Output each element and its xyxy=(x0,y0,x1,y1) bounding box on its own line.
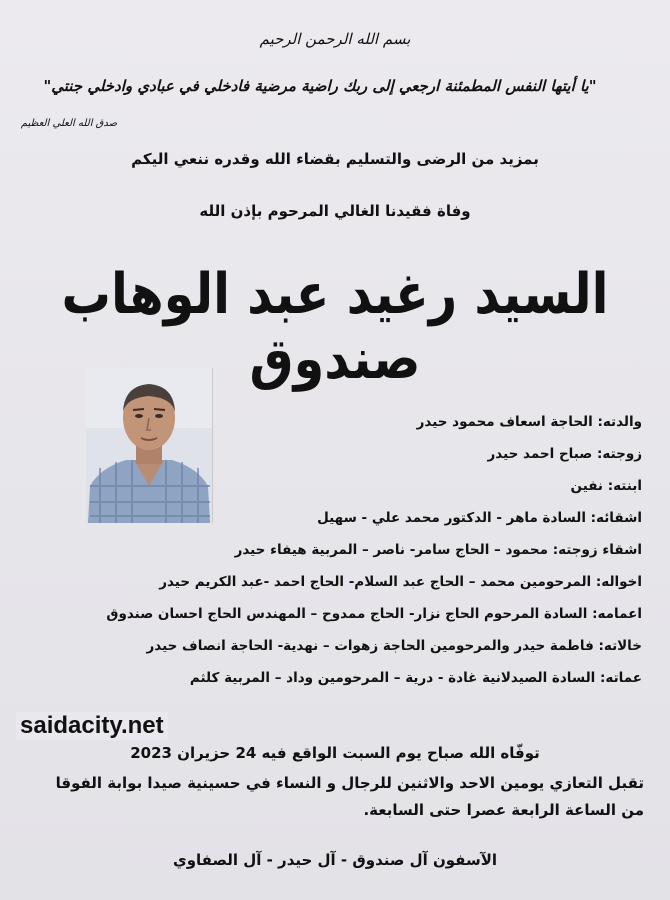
death-notice: توفّاه الله صباح يوم السبت الواقع فيه 24 حزيران 2023 xyxy=(130,744,540,762)
relative-mother: والدته: الحاجة اسعاف محمود حيدر xyxy=(416,414,642,430)
relative-maternal-aunts: خالاته: فاطمة حيدر والمرحومين الحاجة زهوات – نهدية- الحاجة انصاف حيدر xyxy=(146,638,642,654)
quran-verse: "يا أيتها النفس المطمئنة ارجعي إلى ربك راضية مرضية فادخلي في عبادي وادخلي جنتي" xyxy=(43,77,597,95)
relative-wife: زوجته: صباح احمد حيدر xyxy=(487,446,642,462)
deceased-name: السيد رغيد عبد الوهاب صندوق xyxy=(61,262,609,392)
verse-source: صدق الله العلي العظيم xyxy=(20,118,118,129)
relative-brothers: اشقائه: السادة ماهر - الدكتور محمد علي - سهيل xyxy=(317,510,642,526)
signature-families: الآسفون آل صندوق - آل حيدر - آل الصفاوي xyxy=(172,851,498,869)
relative-paternal-uncles: اعمامه: السادة المرحوم الحاج نزار- الحاج ممدوح – المهندس الحاج احسان صندوق xyxy=(106,606,642,622)
intro-line-1: بمزيد من الرضى والتسليم بقضاء الله وقدره ننعي اليكم xyxy=(131,150,539,168)
basmala: بسم الله الرحمن الرحيم xyxy=(259,30,411,48)
condolences-line-1: تقبل التعازي يومين الاحد والاثنين للرجال و النساء في حسينية صيدا بوابة الفوقا xyxy=(55,774,644,792)
intro-line-2: وفاة فقيدنا الغالي المرحوم بإذن الله xyxy=(199,202,471,220)
relative-maternal-uncles: اخواله: المرحومين محمد – الحاج عبد السلام- الحاج احمد -عبد الكريم حيدر xyxy=(159,574,642,590)
relative-daughter: ابنته: نفين xyxy=(570,478,642,494)
site-watermark: saidacity.net xyxy=(16,712,168,740)
condolences-line-2: من الساعة الرابعة عصرا حتى السابعة. xyxy=(363,801,644,819)
relative-wife-brothers: اشقاء زوجته: محمود – الحاج سامر- ناصر – المربية هيفاء حيدر xyxy=(234,542,642,558)
relative-paternal-aunts: عماته: السادة الصيدلانية غادة - درية – المرحومين وداد – المربية كلثم xyxy=(189,670,642,686)
